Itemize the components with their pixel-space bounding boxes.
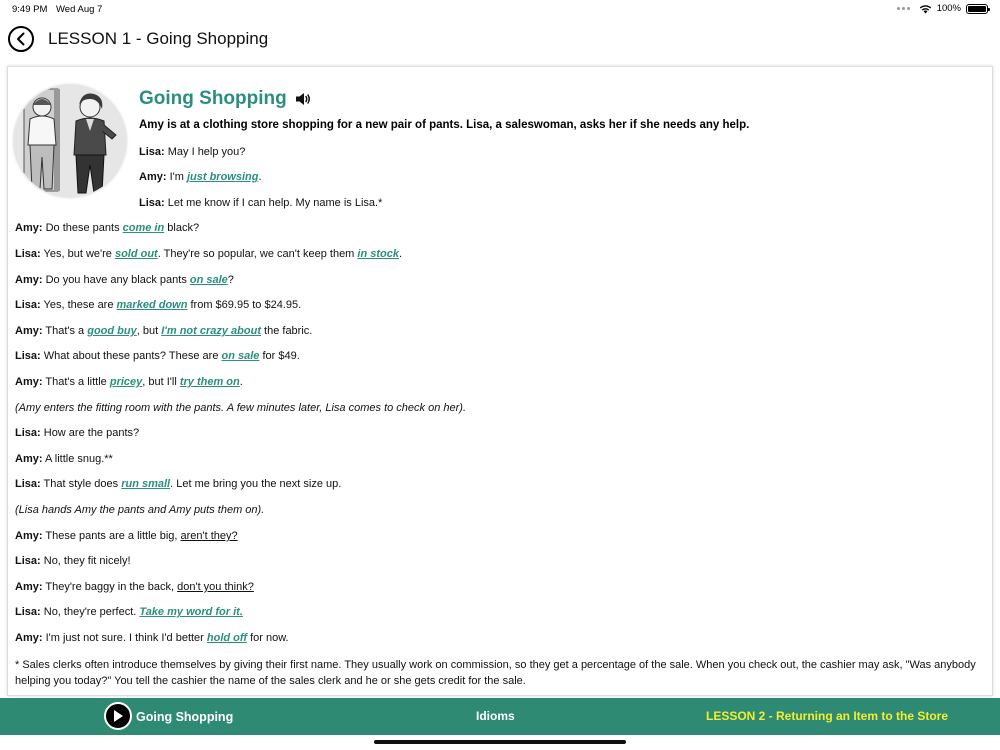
dialogue-line: [139, 197, 382, 209]
play-button[interactable]: [104, 702, 132, 730]
speaker-name: Lisa:: [15, 427, 41, 439]
dialogue-text: for $49.: [259, 350, 300, 362]
idiom-link[interactable]: I'm not crazy about: [161, 325, 261, 337]
chevron-left-icon: [15, 32, 27, 46]
home-indicator[interactable]: [374, 740, 626, 744]
dialogue-text: No, they fit nicely!: [40, 555, 131, 567]
idioms-link[interactable]: Idioms: [476, 709, 515, 723]
speaker-name: Lisa:: [15, 606, 41, 618]
idiom-link[interactable]: just browsing: [186, 171, 259, 183]
dialogue-text: No, they're perfect.: [40, 606, 140, 618]
dialogue-line: [15, 606, 243, 618]
dialogue-line: [15, 453, 113, 465]
dialogue-text: black?: [164, 222, 200, 234]
tag-question: don't you think?: [177, 581, 254, 593]
dialogue-line: [139, 171, 262, 183]
dialogue-text: .: [258, 171, 262, 183]
dialogue-text: How are the pants?: [40, 427, 140, 439]
back-button[interactable]: [8, 26, 34, 52]
dialogue-line: [15, 478, 341, 490]
dialogue-text: That's a: [42, 325, 88, 337]
speaker-name: Lisa:: [139, 197, 165, 209]
battery-icon: [966, 4, 988, 14]
dialogue-text: , but: [136, 325, 162, 337]
speaker-name: Amy:: [15, 376, 43, 388]
dialogue-line: [15, 427, 139, 439]
speaker-name: Amy:: [139, 171, 167, 183]
speaker-name: Lisa:: [15, 555, 41, 567]
dialogue-text: May I help you?: [164, 146, 246, 158]
idiom-link[interactable]: pricey: [109, 376, 143, 388]
dialogue-text: Do these pants: [42, 222, 123, 234]
dialogue-text: Yes, but we're: [40, 248, 115, 260]
speaker-name: Amy:: [15, 632, 43, 644]
speaker-name: Amy:: [15, 222, 43, 234]
dialogue-text: That style does: [40, 478, 122, 490]
bottom-bar: [0, 698, 1000, 735]
lesson-title-text: Going Shopping: [139, 88, 287, 109]
dialogue-text: for now.: [247, 632, 289, 644]
speaker-name: Lisa:: [15, 248, 41, 260]
dialogue-text: A little snug.**: [42, 453, 113, 465]
nav-header: [0, 20, 1000, 60]
page-title: LESSON 1 - Going Shopping: [48, 29, 269, 48]
dialogue-line: [15, 530, 238, 542]
dialogue-line: [15, 555, 131, 567]
speaker-name: Lisa:: [139, 146, 165, 158]
dialogue-line: [15, 325, 312, 337]
wifi-icon: [919, 4, 932, 14]
dialogue-line: [15, 274, 234, 286]
dialogue-line: [139, 146, 245, 158]
tag-question: aren't they?: [180, 530, 238, 542]
dialogue-text: from $69.95 to $24.95.: [187, 299, 302, 311]
speaker-name: Amy:: [15, 325, 43, 337]
idiom-link[interactable]: marked down: [116, 299, 188, 311]
dialogue-text: I'm just not sure. I think I'd better: [42, 632, 207, 644]
dialogue-text: I'm: [166, 171, 187, 183]
dialogue-line: [15, 581, 254, 593]
status-time: 9:49 PM: [12, 4, 48, 15]
dialogue-text: Do you have any black pants: [42, 274, 190, 286]
dialogue-line: [15, 632, 289, 644]
current-lesson-label[interactable]: Going Shopping: [136, 710, 234, 724]
speaker-name: Lisa:: [15, 350, 41, 362]
idiom-link[interactable]: Take my word for it.: [139, 606, 243, 618]
dialogue-line: [15, 402, 466, 414]
dialogue-text: These pants are a little big,: [42, 530, 181, 542]
dialogue-text: (Amy enters the fitting room with the pants. A few minutes later, Lisa comes to check on her).: [15, 402, 466, 414]
speaker-name: Amy:: [15, 530, 43, 542]
dialogue-text: ?: [227, 274, 234, 286]
dialogue-text: , but I'll: [142, 376, 180, 388]
idiom-link[interactable]: try them on: [179, 376, 240, 388]
idiom-link[interactable]: good buy: [87, 325, 137, 337]
next-lesson-link[interactable]: LESSON 2 - Returning an Item to the Store: [706, 709, 949, 723]
dialogue-line: [15, 222, 199, 234]
speaker-name: Lisa:: [15, 299, 41, 311]
play-icon: [112, 709, 124, 723]
dialogue-line: [15, 248, 402, 260]
dialogue-text: (Lisa hands Amy the pants and Amy puts them on).: [15, 504, 265, 516]
status-bar: [0, 0, 1000, 18]
multitasking-dots-icon: [897, 7, 910, 10]
speaker-name: Amy:: [15, 453, 43, 465]
dialogue-text: .: [398, 248, 403, 260]
dialogue-line: [15, 504, 264, 516]
dialogue-text: . They're so popular, we can't keep them: [157, 248, 358, 260]
status-indicators: [897, 3, 988, 14]
speaker-name: Amy:: [15, 274, 43, 286]
speaker-name: Lisa:: [15, 478, 41, 490]
battery-percent: 100%: [936, 3, 961, 14]
dialogue-line: [15, 350, 300, 362]
dialogue-text: Yes, these are: [40, 299, 117, 311]
idiom-link[interactable]: come in: [122, 222, 165, 234]
dialogue-text: . Let me bring you the next size up.: [170, 478, 342, 490]
dialogue-text: .: [239, 376, 243, 388]
dialogue-text: They're baggy in the back,: [42, 581, 178, 593]
lesson-title: [139, 88, 312, 110]
idiom-link[interactable]: on sale: [221, 350, 260, 362]
footnote: * Sales clerks often introduce themselves by giving their first name. They usually work on commission, so they get a percentage of the sale. When you check out, the cashier may ask, "Was anybody helping you today?" You tell the cashier the name of the sales clerk and he or she gets credit for the sale.: [15, 659, 976, 687]
dialogue-text: What about these pants? These are: [40, 350, 222, 362]
dialogue-text: the fabric.: [260, 325, 313, 337]
idiom-link[interactable]: sold out: [114, 248, 158, 260]
lesson-intro: Amy is at a clothing store shopping for a new pair of pants. Lisa, a saleswoman, asks her if she needs any help.: [139, 119, 750, 131]
idiom-link[interactable]: in stock: [357, 248, 399, 260]
dialogue-line: [15, 376, 243, 388]
idiom-link[interactable]: on sale: [189, 274, 228, 286]
lesson-illustration: [14, 85, 126, 197]
dialogue-text: Let me know if I can help. My name is Lisa.*: [164, 197, 383, 209]
speaker-name: Amy:: [15, 581, 43, 593]
dialogue-line: [15, 299, 301, 311]
idiom-link[interactable]: run small: [121, 478, 171, 490]
speaker-icon[interactable]: [295, 92, 312, 106]
idiom-link[interactable]: hold off: [206, 632, 248, 644]
dialogue-text: That's a little: [42, 376, 110, 388]
status-date: Wed Aug 7: [56, 4, 103, 15]
